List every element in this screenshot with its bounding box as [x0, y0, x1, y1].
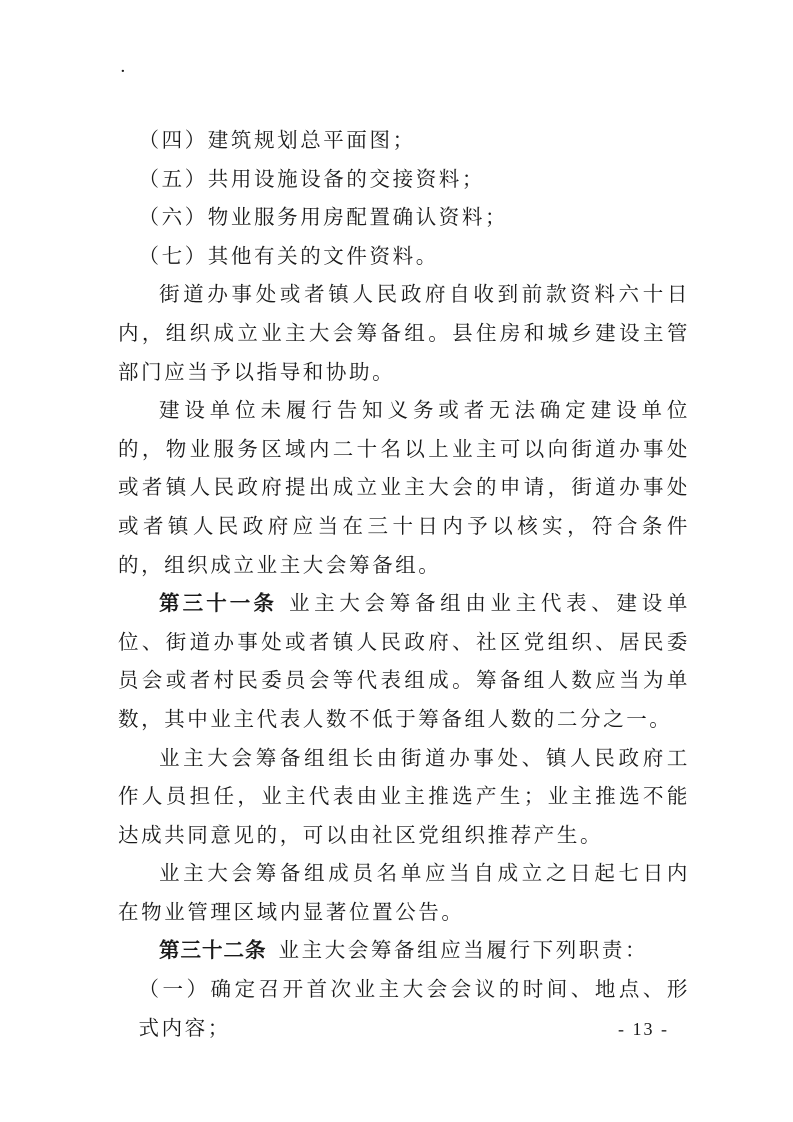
- list-item-1: （一）确定召开首次业主大会会议的时间、地点、形式内容；: [138, 977, 690, 1040]
- paragraph: 业主大会筹备组组长由街道办事处、镇人民政府工作人员担任，业主代表由业主推选产生；业主推选不能达成共同意见的，可以由社区党组织推荐产生。: [118, 745, 690, 847]
- paragraph: 业主大会筹备组成员名单应当自成立之日起七日内在物业管理区域内显著位置公告。: [118, 861, 690, 924]
- article-31: [118, 584, 690, 738]
- list-item-7: （七）其他有关的文件资料。: [138, 243, 439, 268]
- page-number: - 13 -: [618, 1019, 669, 1039]
- article-text: 业主大会筹备组应当履行下列职责：: [278, 938, 649, 963]
- article-text: 业主大会筹备组由业主代表、建设单位、街道办事处或者镇人民政府、社区党组织、居民委员会或者村民委员会等代表组成。筹备组人数应当为单数，其中业主代表人数不低于筹备组人数的二分之一。: [118, 591, 691, 731]
- document-body: [118, 121, 690, 1047]
- list-item-4: （四）建筑规划总平面图；: [138, 128, 416, 152]
- page-mark: ·: [120, 61, 126, 82]
- list-item-5: （五）共用设施设备的交接资料；: [138, 166, 485, 191]
- article-heading: 第三十二条: [159, 938, 267, 963]
- article-heading: 第三十一条: [159, 591, 277, 616]
- paragraph: 建设单位未履行告知义务或者无法确定建设单位的，物业服务区域内二十名以上业主可以向街道办事处或者镇人民政府提出成立业主大会的申请，街道办事处或者镇人民政府应当在三十日内予以核实，符合条件的，组织成立业主大会筹备组。: [118, 398, 690, 577]
- article-32: [118, 931, 690, 970]
- list-item-6: （六）物业服务用房配置确认资料；: [138, 205, 509, 230]
- paragraph: 街道办事处或者镇人民政府自收到前款资料六十日内，组织成立业主大会筹备组。县住房和城乡建设主管部门应当予以指导和协助。: [118, 282, 690, 384]
